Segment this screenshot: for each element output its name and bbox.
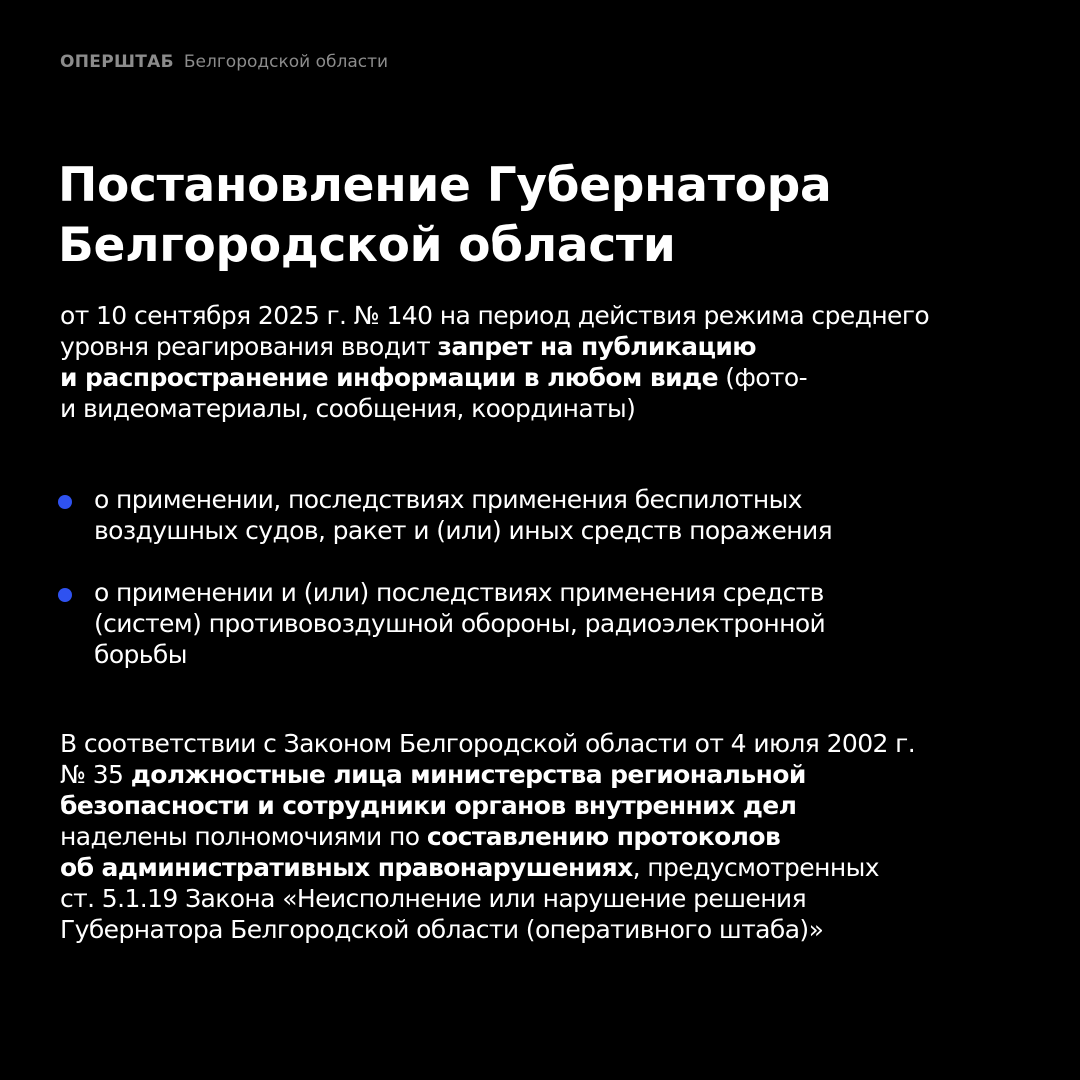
law-text: , предусмотренных (632, 853, 879, 882)
brand-name: ОПЕРШТАБ (60, 52, 174, 72)
title-line-2: Белгородской области (58, 218, 676, 273)
prohibition-list (58, 484, 1048, 670)
intro-paragraph (60, 300, 1050, 424)
brand-region: Белгородской области (183, 52, 389, 72)
list-item-line: о применении и (или) последствиях применения средств (94, 578, 824, 607)
law-text: ст. 5.1.19 Закона «Неисполнение или нарушение решения (60, 884, 807, 913)
intro-line-1 (60, 300, 1050, 331)
bullet-dot-icon (58, 588, 72, 602)
law-text: № 35 (60, 760, 131, 789)
list-item (58, 577, 1048, 670)
law-paragraph (60, 728, 1050, 945)
intro-line-3 (60, 362, 1050, 393)
law-line-6 (60, 883, 1050, 914)
list-item-line: о применении, последствиях применения беспилотных (94, 485, 802, 514)
law-bold-text: безопасности и сотрудники органов внутренних дел (60, 791, 797, 820)
law-line-4 (60, 821, 1050, 852)
law-line-2 (60, 759, 1050, 790)
list-item (58, 484, 1048, 546)
law-line-5 (60, 852, 1050, 883)
title-line-1: Постановление Губернатора (58, 158, 832, 213)
law-bold-text: должностные лица министерства региональной (130, 760, 806, 789)
intro-text: уровня реагирования вводит (60, 332, 438, 361)
list-item-line: воздушных судов, ракет и (или) иных средств поражения (94, 516, 833, 545)
list-item-line: (систем) противовоздушной обороны, радиоэлектронной (94, 609, 826, 638)
law-bold-text: составлению протоколов (426, 822, 781, 851)
intro-text: и видеоматериалы, сообщения, координаты) (60, 394, 636, 423)
intro-text: (фото- (717, 363, 807, 392)
intro-line-4 (60, 393, 1050, 424)
law-line-1 (60, 728, 1050, 759)
law-text: Губернатора Белгородской области (оперативного штаба)» (60, 915, 824, 944)
intro-bold-text: и распространение информации в любом виде (60, 363, 718, 392)
page-title (58, 156, 1038, 276)
law-line-3 (60, 790, 1050, 821)
law-line-7 (60, 914, 1050, 945)
intro-text: от 10 сентября 2025 г. № 140 на период действия режима среднего (60, 301, 930, 330)
law-text: В соответствии с Законом Белгородской области от 4 июля 2002 г. (60, 729, 916, 758)
intro-bold-text: запрет на публикацию (437, 332, 756, 361)
list-item-line: борьбы (94, 640, 187, 669)
brand-header (60, 52, 388, 76)
law-text: наделены полномочиями по (60, 822, 427, 851)
intro-line-2 (60, 331, 1050, 362)
bullet-dot-icon (58, 495, 72, 509)
law-bold-text: об административных правонарушениях (60, 853, 633, 882)
